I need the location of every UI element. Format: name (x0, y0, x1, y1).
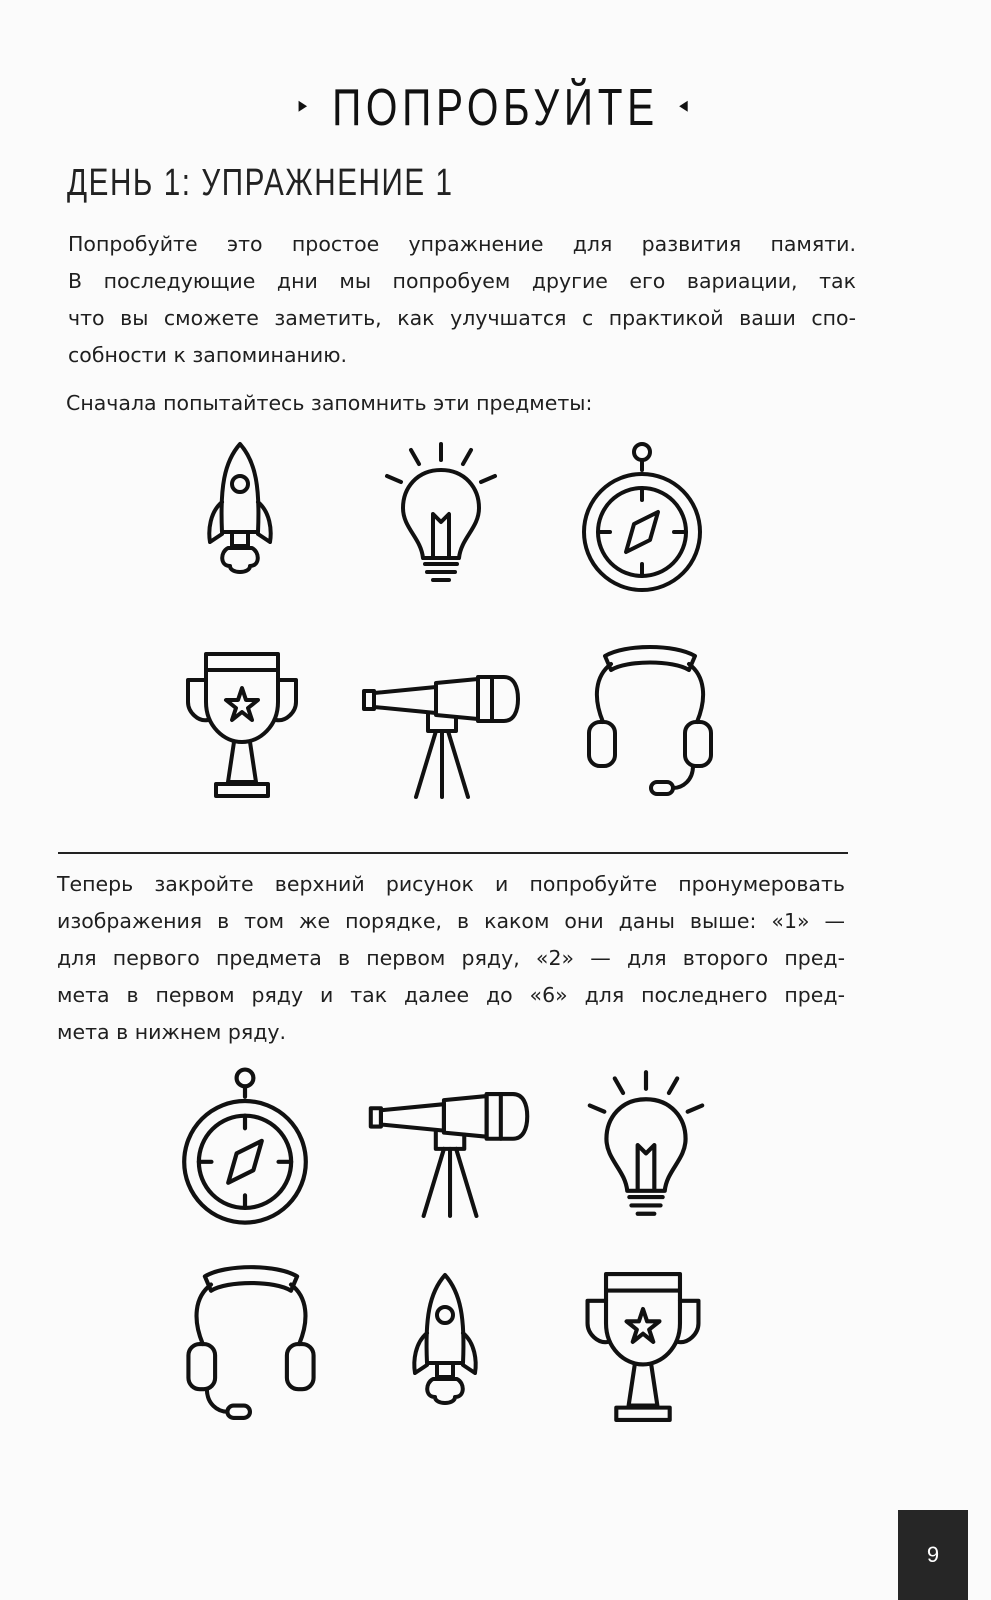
header-left-marker: ▸ (298, 92, 312, 118)
intro-line: В последующие дни мы попробуем другие его вариации, так (68, 269, 856, 293)
intro-paragraph (68, 226, 856, 374)
second-paragraph (57, 866, 845, 1051)
page-number-box (898, 1510, 968, 1600)
telescope-icon (360, 675, 520, 801)
telescope-icon (365, 1092, 531, 1220)
second-line: мета в нижнем ряду. (57, 1020, 287, 1044)
trophy-icon (583, 1270, 703, 1422)
exercise-title: ДЕНЬ 1: УПРАЖНЕНИЕ 1 (67, 162, 454, 204)
lightbulb-icon (585, 1068, 707, 1220)
page-number: 9 (926, 1542, 940, 1567)
compass-icon (180, 1065, 310, 1223)
section-divider (58, 852, 848, 854)
headset-icon (585, 642, 715, 798)
rocket-icon (405, 1270, 485, 1422)
compass-icon (580, 440, 704, 590)
intro-line: что вы сможете заметить, как улучшатся с практикой ваши спо- (68, 306, 856, 330)
page-header (109, 78, 882, 138)
headset-icon (184, 1262, 318, 1422)
intro-line: Попробуйте это простое упражнение для развития памяти. (68, 232, 856, 256)
lightbulb-icon (383, 440, 499, 586)
trophy-icon (184, 650, 300, 798)
second-line: Теперь закройте верхний рисунок и попробуйте пронумеровать (57, 872, 845, 896)
second-line: для первого предмета в первом ряду, «2» — для второго пред- (57, 946, 845, 970)
second-line: мета в первом ряду и так далее до «6» для последнего пред- (57, 983, 845, 1007)
second-line: изображения в том же порядке, в каком они даны выше: «1» — (57, 909, 845, 933)
rocket-icon (200, 440, 280, 590)
instruction-line: Сначала попытайтесь запомнить эти предметы: (66, 391, 593, 415)
intro-line: собности к запоминанию. (68, 343, 348, 367)
header-title: ПОПРОБУЙТЕ (332, 79, 659, 137)
instruction-text (66, 385, 592, 422)
header-right-marker: ◂ (679, 92, 693, 118)
